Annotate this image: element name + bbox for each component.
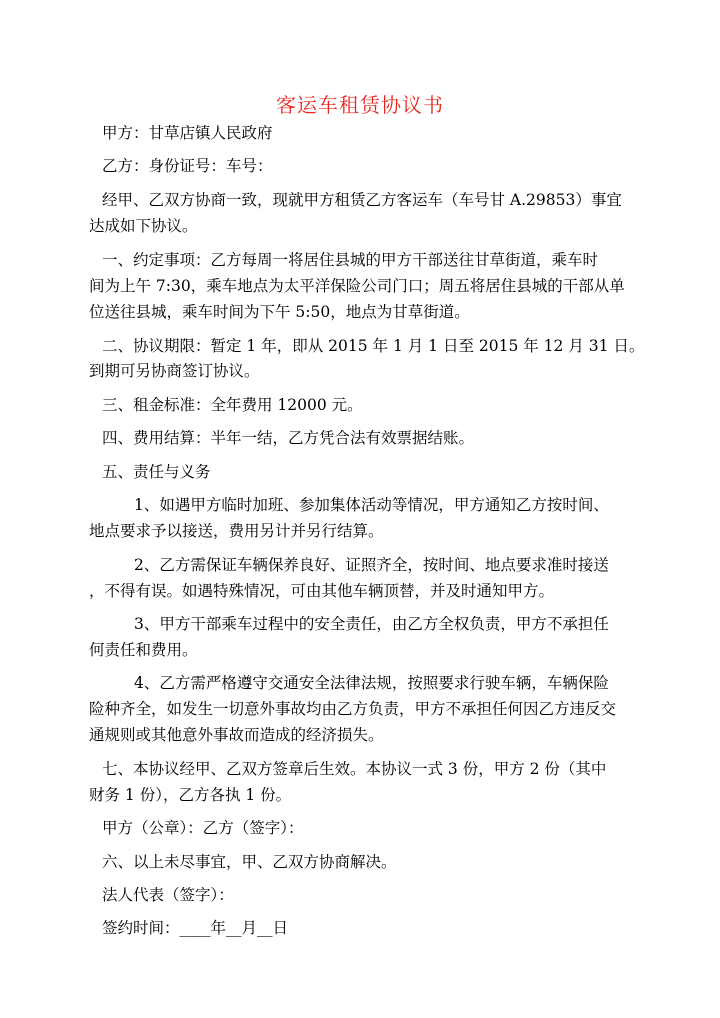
legal-representative-line: 法人代表（签字）： (102, 886, 234, 904)
intro-line-1: 经甲、乙双方协商一致，现就甲方租赁乙方客运车（车号甘 A.29853）事宜 (102, 191, 622, 209)
duty4-line-1: 4、乙方需严格遵守交通安全法律法规，按照要求行驶车辆，车辆保险 (134, 674, 609, 692)
intro-line-2: 达成如下协议。 (89, 217, 198, 235)
document-title: 客运车租赁协议书 (276, 93, 444, 117)
seal-signature-line: 甲方（公章）：乙方（签字）： (102, 819, 304, 837)
duty1-line-1: 1、如遇甲方临时加班、参加集体活动等情况，甲方通知乙方按时间、 (134, 496, 609, 514)
clause1-line-2: 间为上午 7:30，乘车地点为太平洋保险公司门口；周五将居住县城的干部从单 (89, 277, 625, 295)
duty1-line-2: 地点要求予以接送，费用另计并另行结算。 (89, 522, 384, 540)
clause7-line-1: 七、本协议经甲、乙双方签章后生效。本协议一式 3 份，甲方 2 份（其中 (102, 760, 607, 778)
duty2-line-1: 2、乙方需保证车辆保养良好、证照齐全，按时间、地点要求准时接送 (134, 556, 609, 574)
clause3: 三、租金标准：全年费用 12000 元。 (102, 396, 363, 414)
clause4: 四、费用结算：半年一结，乙方凭合法有效票据结账。 (102, 429, 475, 447)
party-a: 甲方：甘草店镇人民政府 (102, 124, 273, 142)
clause1-line-3: 位送往县城，乘车时间为下午 5:50，地点为甘草街道。 (89, 303, 470, 321)
duty4-line-2: 险种齐全，如发生一切意外事故均由乙方负责，甲方不承担任何因乙方违反交 (89, 700, 617, 718)
duty3-line-2: 何责任和费用。 (89, 641, 198, 659)
clause2-line-1: 二、协议期限：暂定 1 年，即从 2015 年 1 月 1 日至 2015 年 12 月 31 日。 (102, 337, 645, 355)
party-b: 乙方：身份证号：车号： (102, 157, 273, 175)
duty4-line-3: 通规则或其他意外事故而造成的经济损失。 (89, 726, 384, 744)
duty2-line-2: ，不得有误。如遇特殊情况，可由其他车辆顶替，并及时通知甲方。 (89, 582, 555, 600)
clause1-line-1: 一、约定事项：乙方每周一将居住县城的甲方干部送往甘草街道，乘车时 (102, 251, 599, 269)
duty3-line-1: 3、甲方干部乘车过程中的安全责任，由乙方全权负责，甲方不承担任 (134, 615, 609, 633)
clause5-heading: 五、责任与义务 (102, 463, 211, 481)
clause7-line-2: 财务 1 份），乙方各执 1 份。 (89, 786, 292, 804)
clause2-line-2: 到期可另协商签订协议。 (89, 362, 260, 380)
signing-date-line: 签约时间：____年__月__日 (102, 919, 289, 937)
clause6: 六、以上未尽事宜，甲、乙双方协商解决。 (102, 853, 397, 871)
